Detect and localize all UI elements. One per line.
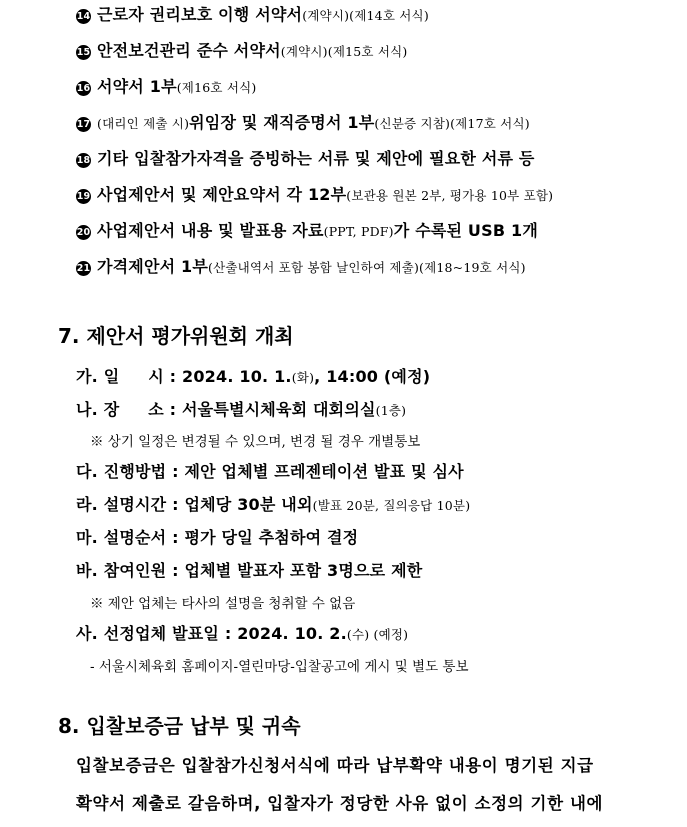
note-schedule-change: ※ 상기 일정은 변경될 수 있으며, 변경 될 경우 개별통보 [90, 434, 421, 450]
circled-number: 18 [76, 155, 91, 166]
circled-number: 17 [76, 119, 91, 130]
row-participants: 바. 참여인원 : 업체별 발표자 포함 3명으로 제한 [76, 561, 423, 580]
note-no-listening: ※ 제안 업체는 타사의 설명을 청취할 수 없음 [90, 596, 356, 612]
item-18: 18 기타 입찰참가자격을 증빙하는 서류 및 제안에 필요한 서류 등 [76, 149, 535, 168]
item-17: 17 (대리인 제출 시)위임장 및 재직증명서 1부(신분증 지참)(제17호 서식) [76, 113, 530, 132]
item-15: 15 안전보건관리 준수 서약서(계약시)(제15호 서식) [76, 41, 408, 60]
circled-number: 21 [76, 263, 91, 274]
circled-number: 14 [76, 11, 91, 22]
row-order: 마. 설명순서 : 평가 당일 추첨하여 결정 [76, 528, 359, 547]
row-announcement: 사. 선정업체 발표일 : 2024. 10. 2.(수) (예정) [76, 624, 409, 643]
note-announcement-channel: - 서울시체육회 홈페이지-열린마당-입찰공고에 게시 및 별도 통보 [90, 659, 469, 675]
item-21: 21 가격제안서 1부(산출내역서 포함 봉함 날인하여 제출)(제18~19호 서식) [76, 257, 526, 276]
row-place: 나. 장 소 : 서울특별시체육회 대회의실(1층) [76, 400, 407, 419]
body-paragraph-line-2: 확약서 제출로 갈음하며, 입찰자가 정당한 사유 없이 소정의 기한 내에 [76, 794, 604, 813]
row-date: 가. 일 시 : 2024. 10. 1.(화), 14:00 (예정) [76, 367, 431, 386]
circled-number: 15 [76, 47, 91, 58]
row-presentation-time: 라. 설명시간 : 업체당 30분 내외(발표 20분, 질의응답 10분) [76, 495, 471, 514]
item-20: 20 사업제안서 내용 및 발표용 자료(PPT, PDF)가 수록된 USB 1개 [76, 221, 539, 240]
item-19: 19 사업제안서 및 제안요약서 각 12부(보관용 원본 2부, 평가용 10부 포함) [76, 185, 554, 204]
circled-number: 20 [76, 227, 91, 238]
item-14: 14 근로자 권리보호 이행 서약서(계약시)(제14호 서식) [76, 5, 429, 24]
body-paragraph-line-1: 입찰보증금은 입찰참가신청서식에 따라 납부확약 내용이 명기된 지급 [76, 756, 594, 775]
circled-number: 16 [76, 83, 91, 94]
section-8-title: 8. 입찰보증금 납부 및 귀속 [58, 714, 301, 738]
section-7-title: 7. 제안서 평가위원회 개최 [58, 324, 294, 348]
row-method: 다. 진행방법 : 제안 업체별 프레젠테이션 발표 및 심사 [76, 462, 464, 481]
item-16: 16 서약서 1부(제16호 서식) [76, 77, 257, 96]
circled-number: 19 [76, 191, 91, 202]
